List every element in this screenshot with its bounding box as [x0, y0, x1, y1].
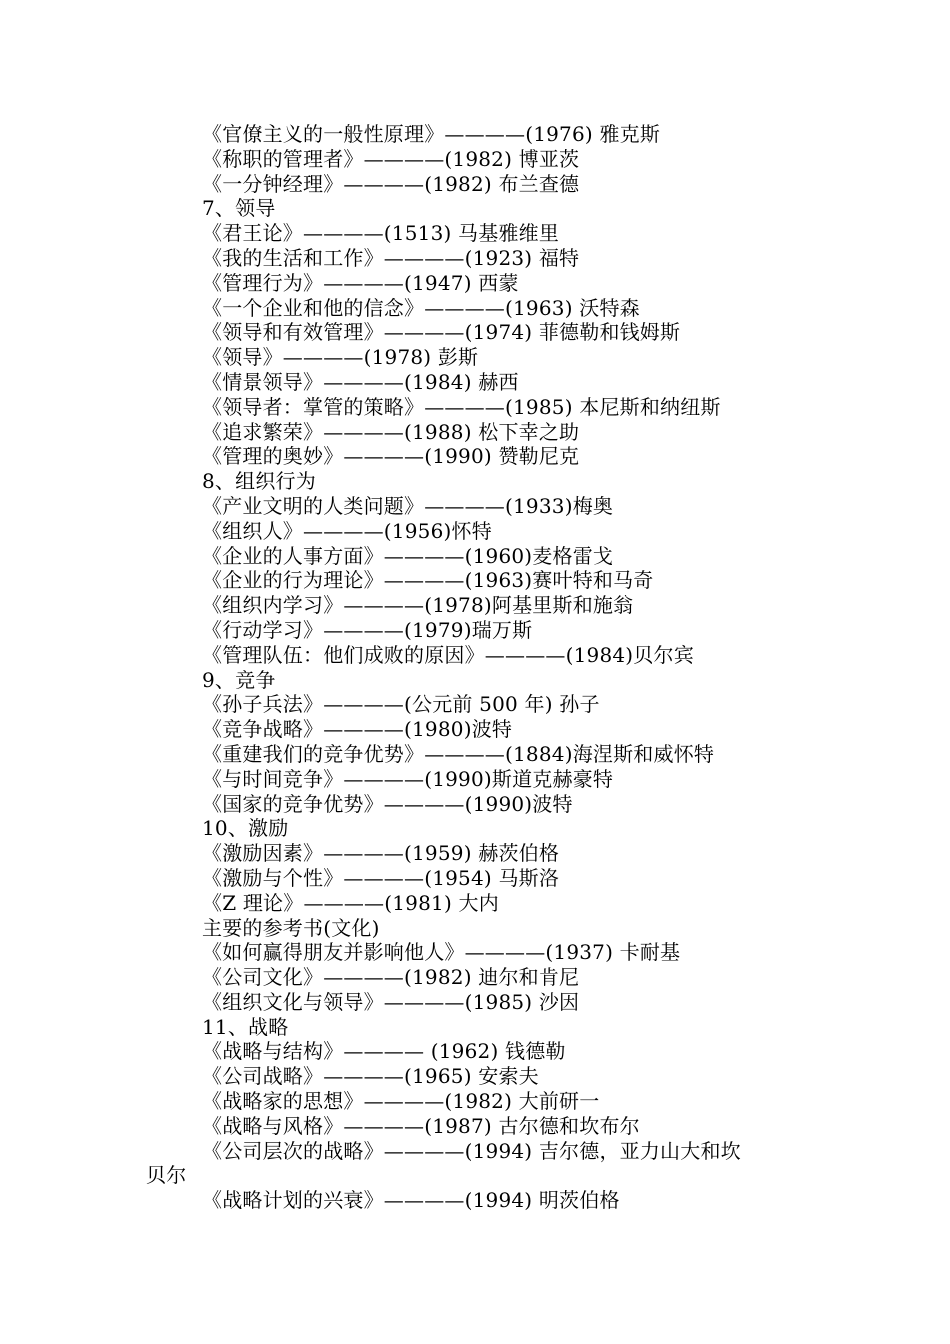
section-heading: 7、领导: [202, 196, 276, 221]
reading-list: [146, 122, 846, 1213]
list-item: 《孙子兵法》————(公元前 500 年) 孙子: [202, 692, 600, 717]
section-heading: 11、战略: [202, 1014, 289, 1039]
section-heading: 10、激励: [202, 816, 289, 841]
list-item: 《组织内学习》————(1978)阿基里斯和施翁: [202, 593, 634, 618]
list-item: 《如何赢得朋友并影响他人》————(1937) 卡耐基: [202, 940, 681, 965]
list-item: 《Z 理论》————(1981) 大内: [202, 890, 499, 915]
list-item: 《战略与结构》———— (1962) 钱德勒: [202, 1039, 566, 1064]
list-item: 《企业的人事方面》————(1960)麦格雷戈: [202, 543, 614, 568]
list-item: 《与时间竞争》————(1990)斯道克赫豪特: [202, 766, 614, 791]
list-item: 《我的生活和工作》————(1923) 福特: [202, 245, 580, 270]
list-item: 《领导者：掌管的策略》————(1985) 本尼斯和纳纽斯: [202, 394, 721, 419]
list-item: 《组织人》————(1956)怀特: [202, 518, 492, 543]
list-item: 《管理行为》————(1947) 西蒙: [202, 270, 519, 295]
section-heading: 8、组织行为: [202, 469, 316, 494]
list-item: 《组织文化与领导》————(1985) 沙因: [202, 989, 580, 1014]
list-item: 《企业的行为理论》————(1963)赛叶特和马奇: [202, 568, 654, 593]
list-item: 《重建我们的竞争优势》————(1884)海涅斯和威怀特: [202, 741, 715, 766]
list-item: 《竞争战略》————(1980)波特: [202, 717, 513, 742]
list-item: 《管理的奥妙》————(1990) 赞勒尼克: [202, 444, 580, 469]
list-item: 《官僚主义的一般性原理》————(1976) 雅克斯: [202, 122, 661, 146]
list-item: 《激励因素》————(1959) 赫茨伯格: [202, 841, 560, 866]
list-item: 《追求繁荣》————(1988) 松下幸之助: [202, 419, 580, 444]
list-item: 《战略与风格》————(1987) 古尔德和坎布尔: [202, 1113, 640, 1138]
list-item: 《国家的竞争优势》————(1990)波特: [202, 791, 573, 816]
list-item: 《管理队伍：他们成败的原因》————(1984)贝尔宾: [202, 642, 694, 667]
list-item: 《称职的管理者》————(1982) 博亚茨: [202, 146, 580, 171]
list-item: 《行动学习》————(1979)瑞万斯: [202, 617, 533, 642]
section-heading: 9、竞争: [202, 667, 276, 692]
list-item: 《领导和有效管理》————(1974) 菲德勒和钱姆斯: [202, 320, 681, 345]
list-item: 《一分钟经理》————(1982) 布兰查德: [202, 171, 580, 196]
list-item: 《领导》————(1978) 彭斯: [202, 345, 479, 370]
section-heading: 主要的参考书(文化): [202, 915, 380, 940]
list-item: 《一个企业和他的信念》————(1963) 沃特森: [202, 295, 640, 320]
list-item: 《激励与个性》————(1954) 马斯洛: [202, 865, 560, 890]
list-item: 《战略家的思想》————(1982) 大前研一: [202, 1089, 600, 1114]
list-item: 《产业文明的人类问题》————(1933)梅奥: [202, 493, 614, 518]
list-item: 《君王论》————(1513) 马基雅维里: [202, 221, 560, 246]
list-item-continuation: 贝尔: [146, 1163, 187, 1188]
list-item: 《战略计划的兴衰》————(1994) 明茨伯格: [202, 1188, 620, 1213]
list-item: 《公司文化》————(1982) 迪尔和肯尼: [202, 965, 580, 990]
list-item: 《情景领导》————(1984) 赫西: [202, 369, 519, 394]
list-item: 《公司战略》————(1965) 安索夫: [202, 1064, 539, 1089]
list-item: 《公司层次的战略》————(1994) 吉尔德，亚力山大和坎: [202, 1138, 741, 1163]
